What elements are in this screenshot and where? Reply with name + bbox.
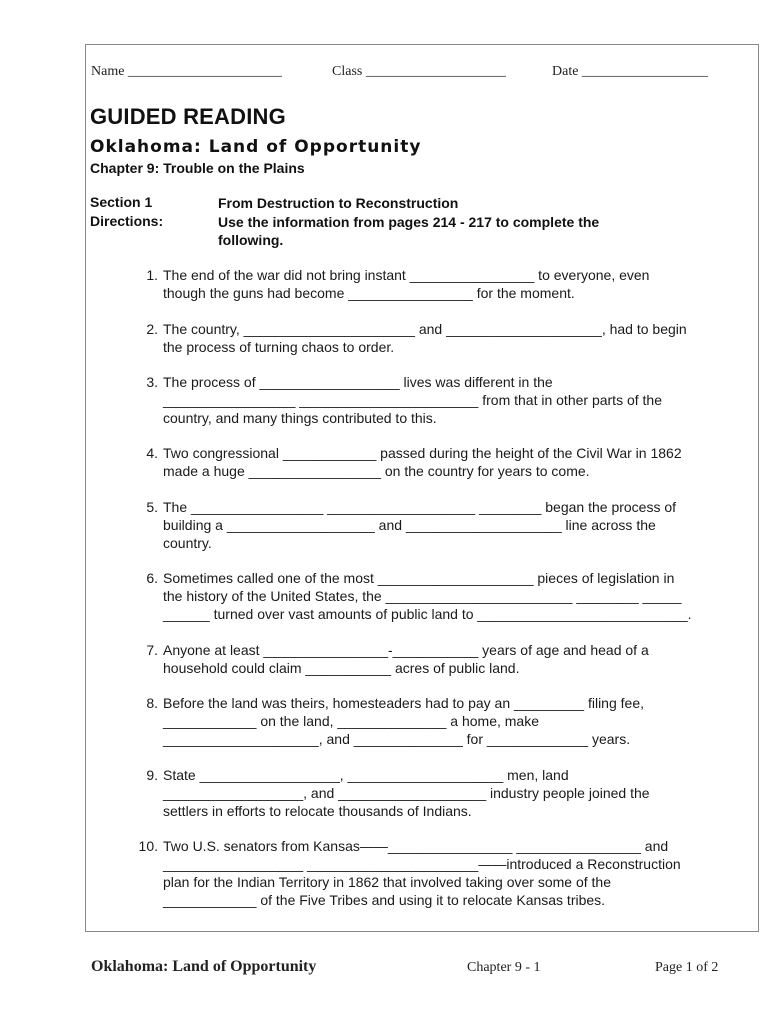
question-line: country. — [163, 535, 212, 551]
question-line: ____________ of the Five Tribes and using it to relocate Kansas tribes. — [163, 892, 606, 908]
date-field-label: Date __________________ — [552, 64, 708, 79]
question-line: ____________ on the land, ______________ a home, make — [163, 713, 539, 729]
question-line: country, and many things contributed to this. — [163, 410, 437, 426]
question-line: ____________________, and ______________ for _____________ years. — [163, 731, 631, 747]
section-label: Section 1 — [90, 194, 153, 210]
question-line: __________________, and ___________________ industry people joined the — [163, 785, 650, 801]
question-line: _________________ _______________________ from that in other parts of the — [163, 392, 662, 408]
directions-label: Directions: — [90, 213, 164, 229]
question-number: 2. — [146, 321, 158, 337]
question-line: made a huge _________________ on the country for years to come. — [163, 463, 590, 479]
question-line: plan for the Indian Territory in 1862 that involved taking over some of the — [163, 874, 612, 890]
question-line: Before the land was theirs, homesteaders had to pay an _________ filing fee, — [163, 695, 644, 711]
question-line: The _________________ ___________________ ________ began the process of — [163, 499, 677, 515]
question-line: The process of __________________ lives was different in the — [163, 374, 553, 390]
question-line: The country, ______________________ and ____________________, had to begin — [163, 321, 687, 337]
question-number: 8. — [146, 695, 158, 711]
footer-page-count: Page 1 of 2 — [655, 960, 719, 975]
chapter-heading: Chapter 9: Trouble on the Plains — [90, 160, 305, 176]
question-number: 1. — [146, 267, 158, 283]
book-subtitle: Oklahoma: Land of Opportunity — [90, 137, 422, 157]
page-title: GUIDED READING — [90, 104, 286, 129]
question-number: 6. — [146, 570, 158, 586]
footer-book-title: Oklahoma: Land of Opportunity — [91, 958, 317, 975]
class-field-label: Class ____________________ — [332, 64, 506, 79]
footer-chapter-page: Chapter 9 - 1 — [467, 960, 541, 975]
question-line: the history of the United States, the ________________________ ________ _____ — [163, 588, 682, 604]
question-line: household could claim ___________ acres of public land. — [163, 660, 520, 676]
question-line: Two congressional ____________ passed during the height of the Civil War in 1862 — [163, 445, 682, 461]
student-info-row — [91, 64, 731, 84]
question-number: 10. — [138, 838, 158, 854]
question-line: ______ turned over vast amounts of public land to ___________________________. — [163, 606, 692, 622]
directions-line-2: following. — [218, 232, 284, 248]
question-line: The end of the war did not bring instant ________________ to everyone, even — [163, 267, 650, 283]
question-line: building a ___________________ and ____________________ line across the — [163, 517, 656, 533]
question-line: though the guns had become ________________ for the moment. — [163, 285, 575, 301]
question-line: settlers in efforts to relocate thousands of Indians. — [163, 803, 472, 819]
question-number: 7. — [146, 642, 158, 658]
question-line: Anyone at least ________________-___________ years of age and head of a — [163, 642, 649, 658]
directions-line-1: Use the information from pages 214 - 217 to complete the — [218, 214, 600, 230]
name-field-label: Name ______________________ — [91, 64, 282, 79]
section-title: From Destruction to Reconstruction — [218, 195, 459, 211]
question-line: Two U.S. senators from Kansas——________________ ________________ and — [163, 838, 669, 854]
question-number: 3. — [146, 374, 158, 390]
question-line: State __________________, ____________________ men, land — [163, 767, 569, 783]
question-line: the process of turning chaos to order. — [163, 339, 395, 355]
question-number: 9. — [146, 767, 158, 783]
question-line: Sometimes called one of the most ____________________ pieces of legislation in — [163, 570, 675, 586]
question-number: 5. — [146, 499, 158, 515]
question-number: 4. — [146, 445, 158, 461]
question-line: __________________ ______________________——introduced a Reconstruction — [163, 856, 681, 872]
